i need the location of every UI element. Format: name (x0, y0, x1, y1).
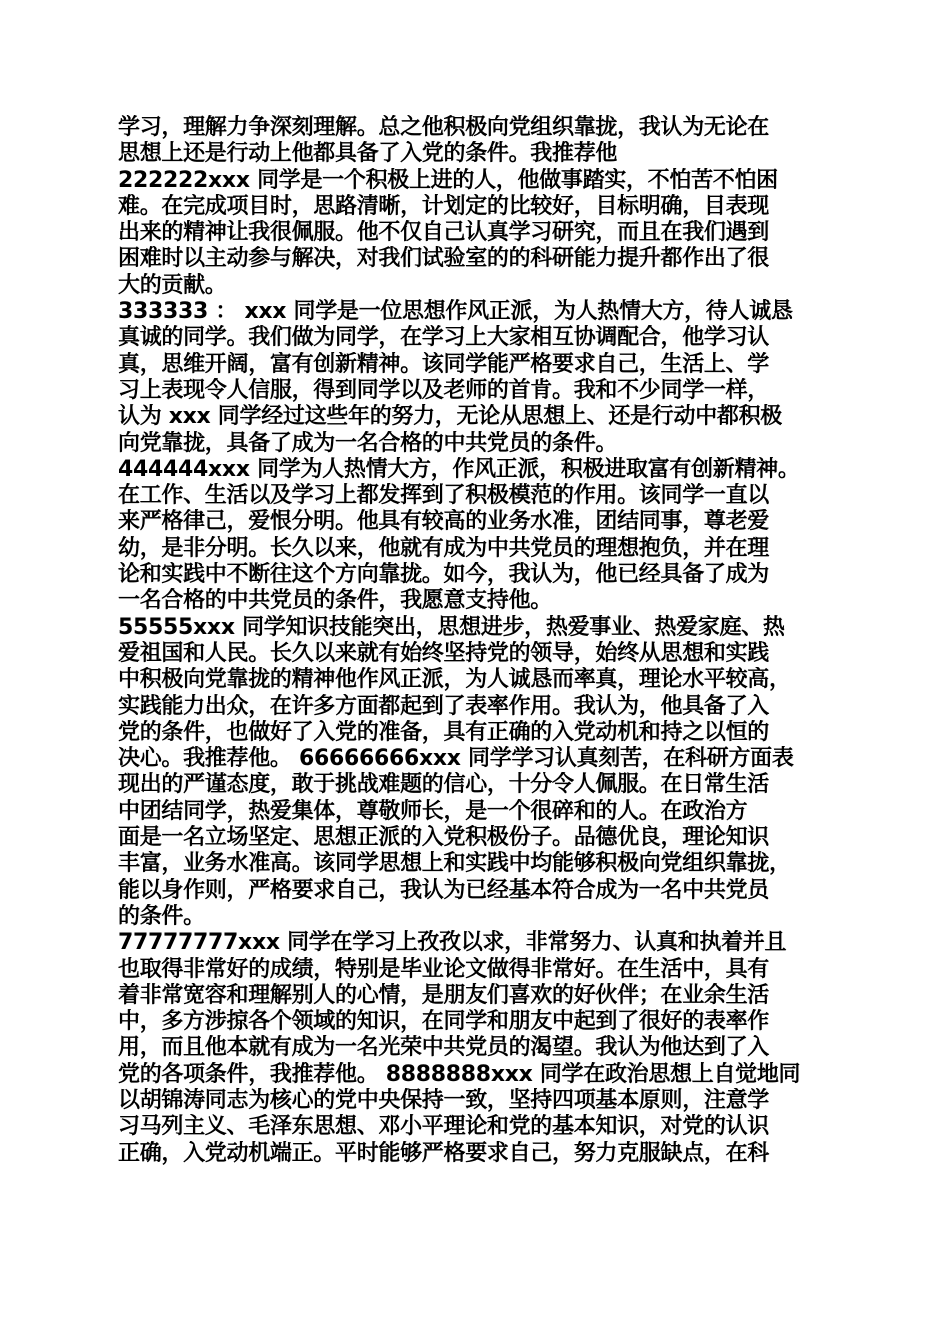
text-line: 333333 ： xxx 同学是一位思想作风正派，为人热情大方，待人诚恳 (118, 299, 793, 325)
text-line: 论和实践中不断往这个方向靠拢。如今，我认为，他已经具备了成为 (118, 562, 770, 588)
text-line: 思想上还是行动上他都具备了入党的条件。我推荐他 (118, 141, 618, 167)
text-line: 习马列主义、毛泽东思想、邓小平理论和党的基本知识，对党的认识 (118, 1114, 770, 1140)
text-line: 55555xxx 同学知识技能突出，思想进步，热爱事业、热爱家庭、热 (118, 614, 785, 640)
text-line: 学习，理解力争深刻理解。总之他积极向党组织靠拢，我认为无论在 (118, 115, 770, 140)
text-line: 444444xxx 同学为人热情大方，作风正派，积极进取富有创新精神。 (118, 456, 800, 482)
text-line: 难。在完成项目时，思路清晰，计划定的比较好，目标明确，目表现 (118, 193, 770, 219)
text-line: 出来的精神让我很佩服。他不仅自己认真学习研究，而且在我们遇到 (118, 220, 770, 246)
document-body (118, 115, 842, 1167)
text-line: 决心。我推荐他。 66666666xxx 同学学习认真刻苦，在科研方面表 (118, 746, 794, 772)
text-line: 也取得非常好的成绩，特别是毕业论文做得非常好。在生活中，具有 (118, 956, 770, 982)
text-line: 党的各项条件，我推荐他。 8888888xxx 同学在政治思想上自觉地同 (118, 1061, 801, 1087)
text-line: 中，多方涉掠各个领域的知识，在同学和朋友中起到了很好的表率作 (118, 1009, 770, 1035)
text-line: 222222xxx 同学是一个积极上进的人，他做事踏实，不怕苦不怕困 (118, 167, 778, 193)
text-line: 的条件。 (118, 903, 205, 929)
text-line: 真，思维开阔，富有创新精神。该同学能严格要求自己，生活上、学 (118, 351, 770, 377)
text-line: 着非常宽容和理解别人的心情，是朋友们喜欢的好伙伴；在业余生活 (118, 982, 770, 1008)
text-line: 幼，是非分明。长久以来，他就有成为中共党员的理想抱负，并在理 (118, 535, 770, 561)
text-line: 现出的严谨态度，敢于挑战难题的信心，十分令人佩服。在日常生活 (118, 772, 770, 798)
text-line: 一名合格的中共党员的条件，我愿意支持他。 (118, 588, 553, 614)
text-line: 能以身作则，严格要求自己，我认为已经基本符合成为一名中共党员 (118, 877, 770, 903)
text-line: 大的贡献。 (118, 272, 227, 298)
text-line: 习上表现令人信服，得到同学以及老师的首肯。我和不少同学一样， (118, 377, 770, 403)
text-line: 以胡锦涛同志为核心的党中央保持一致，坚持四项基本原则，注意学 (118, 1087, 770, 1113)
text-line: 来严格律己，爱恨分明。他具有较高的业务水准，团结同事，尊老爱 (118, 509, 770, 535)
text-line: 77777777xxx 同学在学习上孜孜以求，非常努力、认真和执着并且 (118, 930, 787, 956)
text-line: 正确，入党动机端正。平时能够严格要求自己，努力克服缺点，在科 (118, 1140, 770, 1166)
text-line: 党的条件，也做好了入党的准备，具有正确的入党动机和持之以恒的 (118, 719, 770, 745)
text-line: 困难时以主动参与解决，对我们试验室的的科研能力提升都作出了很 (118, 246, 770, 272)
text-line: 面是一名立场坚定、思想正派的入党积极份子。品德优良，理论知识 (118, 825, 770, 851)
text-line: 实践能力出众，在许多方面都起到了表率作用。我认为，他具备了入 (118, 693, 770, 719)
text-line: 中团结同学，热爱集体，尊敬师长，是一个很碎和的人。在政治方 (118, 798, 748, 824)
text-line: 真诚的同学。我们做为同学，在学习上大家相互协调配合，他学习认 (118, 325, 770, 351)
text-line: 中积极向党靠拢的精神他作风正派，为人诚恳而率真，理论水平较高， (118, 667, 791, 693)
text-line: 用，而且他本就有成为一名光荣中共党员的渴望。我认为他达到了入 (118, 1035, 770, 1061)
text-line: 丰富，业务水准高。该同学思想上和实践中均能够积极向党组织靠拢， (118, 851, 791, 877)
text-line: 在工作、生活以及学习上都发挥到了积极模范的作用。该同学一直以 (118, 483, 770, 509)
text-line: 认为 xxx 同学经过这些年的努力，无论从思想上、还是行动中都积极 (118, 404, 782, 430)
text-line: 向党靠拢，具备了成为一名合格的中共党员的条件。 (118, 430, 618, 456)
text-line: 爱祖国和人民。长久以来就有始终坚持党的领导，始终从思想和实践 (118, 640, 770, 666)
